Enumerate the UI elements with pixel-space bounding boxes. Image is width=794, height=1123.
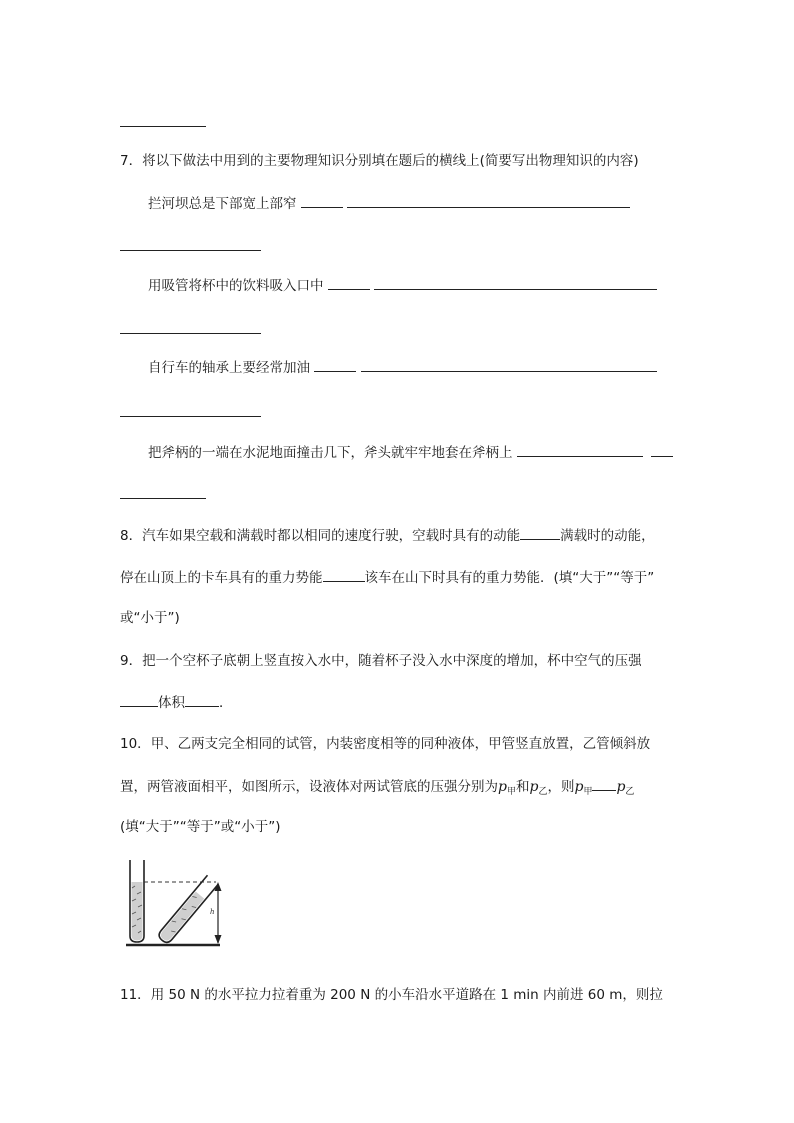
q7-item-4: 把斧柄的一端在水泥地面撞击几下，斧头就牢牢地套在斧柄上 [148, 443, 794, 462]
q8-line-1: 8．汽车如果空载和满载时都以相同的速度行驶，空载时具有的动能 满载时的动能， [120, 528, 655, 544]
test-tubes-figure [120, 856, 232, 952]
vertical-tube [130, 860, 144, 942]
height-arrow [215, 882, 222, 944]
tilted-tube [157, 875, 219, 945]
q9-line-1: 9．把一个空杯子底朝上竖直按入水中，随着杯子没入水中深度的增加，杯中空气的压强 [120, 653, 642, 669]
q7-stem: 7．将以下做法中用到的主要物理知识分别填在题后的横线上(简要写出物理知识的内容) [120, 153, 639, 169]
blank[interactable] [185, 693, 219, 707]
blank[interactable] [651, 443, 673, 457]
answer-line [120, 333, 261, 334]
q10-line-2: 置，两管液面相平，如图所示，设液体对两试管底的压强分别为$p_甲$和$p_乙$，则$p_甲$ $p_乙$ [120, 779, 635, 797]
answer-line [120, 498, 206, 499]
blank[interactable] [314, 358, 356, 372]
q11-line-1: 11．用 50 N 的水平拉力拉着重为 200 N 的小车沿水平道路在 1 min 内前进 60 m，则拉 [120, 987, 663, 1003]
q7-item-3: 自行车的轴承上要经常加油 [148, 358, 794, 377]
blank[interactable] [328, 276, 370, 290]
answer-line [120, 250, 261, 251]
q8-line-2: 停在山顶上的卡车具有的重力势能 该车在山下时具有的重力势能．(填“大于”“等于” [120, 570, 655, 586]
blank[interactable] [323, 568, 365, 582]
blank[interactable] [301, 194, 343, 208]
blank[interactable] [520, 526, 560, 540]
blank[interactable] [347, 194, 630, 208]
height-label: h [210, 908, 215, 916]
blank[interactable] [374, 276, 657, 290]
q7-item-1: 拦河坝总是下部宽上部窄 [148, 194, 794, 213]
blank[interactable] [361, 358, 657, 372]
q10-line-3: (填“大于”“等于”或“小于”) [120, 819, 281, 835]
blank[interactable] [120, 693, 158, 707]
blank[interactable] [592, 777, 616, 791]
blank[interactable] [517, 443, 643, 457]
q8-line-3: 或“小于”) [120, 610, 180, 626]
q7-item-2: 用吸管将杯中的饮料吸入口中 [148, 276, 794, 295]
answer-line-top [120, 126, 206, 127]
answer-line [120, 416, 261, 417]
q10-line-1: 10．甲、乙两支完全相同的试管，内装密度相等的同种液体，甲管竖直放置，乙管倾斜放 [120, 736, 651, 752]
q9-line-2: 体积 ． [120, 693, 794, 712]
